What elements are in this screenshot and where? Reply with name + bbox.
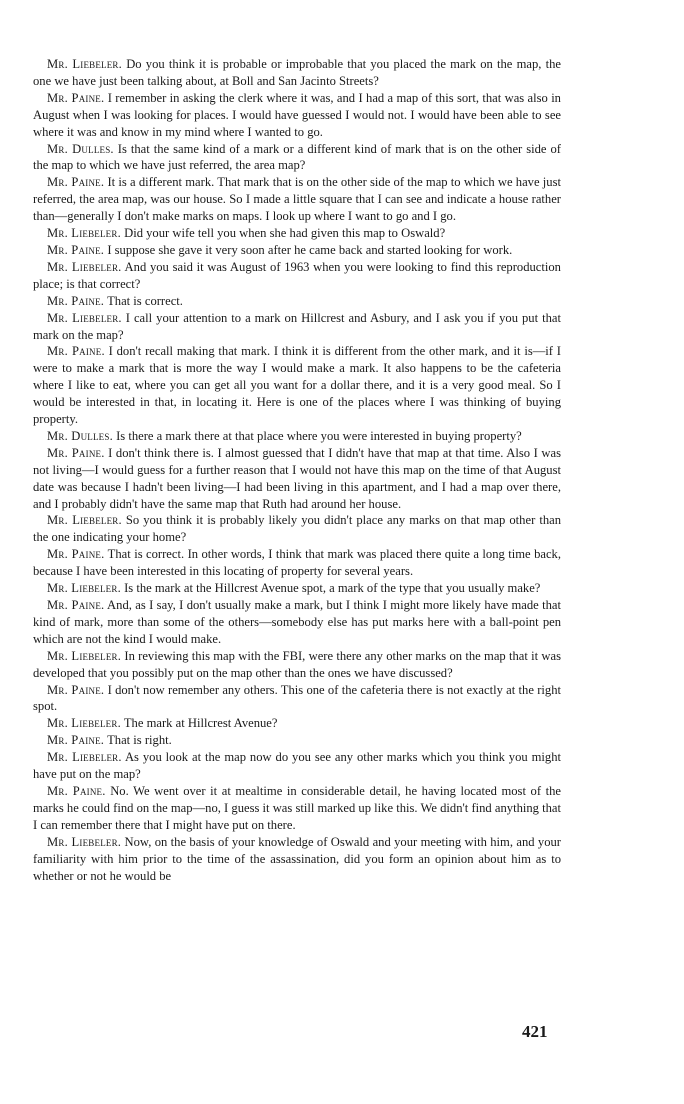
speaker-name: Mr. Dulles. — [47, 141, 114, 156]
speaker-name: Mr. Paine. — [47, 90, 105, 105]
testimony-paragraph — [33, 715, 561, 732]
transcript-page — [33, 56, 561, 884]
testimony-paragraph — [33, 783, 561, 834]
testimony-paragraph — [33, 343, 561, 428]
testimony-paragraph — [33, 428, 561, 445]
speaker-name: Mr. Liebeler. — [47, 750, 122, 765]
testimony-text: In reviewing this map with the FBI, were there any other marks on the map that it was developed that you possibly put on the map other than the ones we have discussed? — [33, 648, 562, 680]
testimony-paragraph — [33, 445, 561, 513]
testimony-paragraph — [33, 597, 561, 648]
speaker-name: Mr. Paine. — [47, 175, 105, 190]
testimony-text: I remember in asking the clerk where it was, and I had a map of this sort, that was also in August when I was looking for places. I would have guessed I would not. I would have been able to see where it was and know in my mind where I wanted to go. — [33, 90, 561, 139]
testimony-text: Did your wife tell you when she had given this map to Oswald? — [124, 226, 446, 241]
testimony-paragraph — [33, 732, 561, 749]
testimony-text: And, as I say, I don't usually make a mark, but I think I might more likely have made that kind of mark, more than some of the others—somebody else has put marks here with a ball-point pen which are not the kind I would make. — [33, 598, 561, 646]
speaker-name: Mr. Dulles. — [47, 428, 113, 443]
testimony-paragraph — [33, 580, 561, 597]
speaker-name: Mr. Liebeler. — [47, 648, 122, 663]
testimony-text: I don't recall making that mark. I think it is different from the other mark, and it is—if I were to make a mark that is more the way I would make a mark. It also happens to be the cafeteria where I like to eat, where you can get all you want for a dollar there, and it is a very good meal. So I would be interested in that, in locating it. Here is one of the places where I was thinking of buying property. — [33, 344, 561, 427]
testimony-text: Do you think it is probable or improbable that you placed the mark on the map, the one we have just been talking about, at Boll and San Jacinto Streets? — [33, 57, 561, 88]
testimony-paragraph — [33, 141, 561, 175]
testimony-text: The mark at Hillcrest Avenue? — [123, 716, 278, 731]
testimony-paragraph — [33, 242, 561, 259]
testimony-text: No. We went over it at mealtime in considerable detail, he having located most of the marks he could find on the map—no, I guess it was still marked up like this. We didn't find anything that I can remember there that I might have put on there. — [33, 783, 561, 832]
testimony-text: I don't now remember any others. This one of the cafeteria there is not exactly at the right spot. — [33, 682, 561, 714]
testimony-paragraph — [33, 648, 561, 682]
speaker-name: Mr. Liebeler. — [47, 259, 122, 274]
testimony-paragraph — [33, 56, 561, 90]
speaker-name: Mr. Paine. — [47, 293, 105, 308]
testimony-text: And you said it was August of 1963 when you were looking to find this reproduction place; is that correct? — [33, 259, 561, 291]
testimony-text: So you think it is probably likely you didn't place any marks on that map other than the one indicating your home? — [33, 513, 561, 545]
testimony-paragraph — [33, 310, 561, 344]
testimony-paragraph — [33, 225, 561, 242]
speaker-name: Mr. Paine. — [47, 682, 105, 697]
speaker-name: Mr. Paine. — [47, 344, 105, 359]
speaker-name: Mr. Liebeler. — [47, 581, 121, 596]
page-number: 421 — [522, 1022, 548, 1041]
testimony-paragraph — [33, 546, 561, 580]
speaker-name: Mr. Paine. — [47, 242, 105, 257]
testimony-text: That is right. — [107, 733, 172, 748]
testimony-text: Is that the same kind of a mark or a different kind of mark that is on the other side of the map to which we have just referred, the area map? — [33, 141, 561, 173]
testimony-text: That is correct. In other words, I think that mark was placed there quite a long time back, because I have been interested in this locating of property for several years. — [33, 547, 562, 579]
testimony-text: I call your attention to a mark on Hillcrest and Asbury, and I ask you if you put that mark on the map? — [33, 310, 561, 342]
testimony-paragraph — [33, 90, 561, 141]
testimony-paragraph — [33, 512, 561, 546]
testimony-paragraph — [33, 834, 561, 885]
speaker-name: Mr. Liebeler. — [47, 834, 122, 849]
testimony-text: It is a different mark. That mark that is on the other side of the map to which we have just referred, the area map, was our house. So I made a little square that I can see and indicate a house rather than—generally I don't make marks on maps. I look up where I want to go and I go. — [33, 175, 561, 224]
speaker-name: Mr. Paine. — [47, 445, 105, 460]
speaker-name: Mr. Liebeler. — [47, 57, 122, 71]
testimony-text: As you look at the map now do you see any other marks which you think you might have put on the map? — [33, 750, 561, 782]
testimony-paragraph — [33, 293, 561, 310]
speaker-name: Mr. Liebeler. — [47, 226, 121, 241]
speaker-name: Mr. Paine. — [47, 733, 105, 748]
testimony-text: Now, on the basis of your knowledge of Oswald and your meeting with him, and your familiarity with him prior to the time of the assassination, did you form an opinion about him as to whether or not he would be — [33, 834, 561, 883]
testimony-text: Is there a mark there at that place where you were interested in buying property? — [116, 428, 522, 443]
testimony-paragraph — [33, 174, 561, 225]
testimony-paragraph — [33, 749, 561, 783]
testimony-text: I don't think there is. I almost guessed that I didn't have that map at that time. Also I was not living—I would guess for a further reason that I would not have this map on the time of that August date was because I hadn't been living—I had been living in this apartment, and I had a map over there, and I probably didn't have the same map that Ruth had around her house. — [33, 445, 561, 511]
speaker-name: Mr. Liebeler. — [47, 513, 122, 528]
speaker-name: Mr. Paine. — [47, 547, 105, 562]
testimony-paragraph — [33, 682, 561, 716]
speaker-name: Mr. Paine. — [47, 783, 106, 798]
speaker-name: Mr. Paine. — [47, 598, 105, 612]
speaker-name: Mr. Liebeler. — [47, 716, 121, 731]
testimony-text: That is correct. — [107, 293, 183, 308]
testimony-text: Is the mark at the Hillcrest Avenue spot, a mark of the type that you usually make? — [124, 581, 541, 596]
speaker-name: Mr. Liebeler. — [47, 310, 122, 325]
testimony-paragraph — [33, 259, 561, 293]
testimony-text: I suppose she gave it very soon after he came back and started looking for work. — [107, 242, 513, 257]
